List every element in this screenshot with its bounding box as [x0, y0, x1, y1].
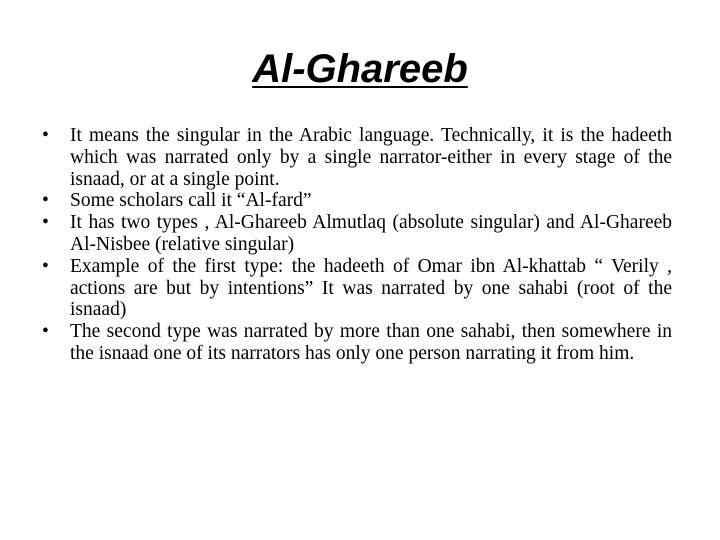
bullet-item: [42, 212, 672, 256]
bullet-icon: •: [42, 125, 49, 146]
bullet-text: It has two types , Al-Ghareeb Almutlaq (absolute singular) and Al-Ghareeb Al-Nisbee (relative singular): [70, 212, 672, 255]
bullet-icon: •: [42, 255, 49, 277]
bullet-text: The second type was narrated by more than one sahabi, then somewhere in the isnaad one of its narrators has only one person narrating it from him.: [70, 321, 672, 364]
bullet-item: [42, 125, 672, 190]
slide-title: [0, 40, 720, 98]
bullet-text: It means the singular in the Arabic language. Technically, it is the hadeeth which was narrated only by a single narrator-either in every stage of the isnaad, or at a single point.: [70, 125, 672, 190]
bullet-icon: •: [42, 212, 49, 234]
bullet-item: [42, 256, 672, 321]
bullet-list: [42, 125, 672, 365]
bullet-item: [42, 190, 672, 212]
bullet-text: Some scholars call it “Al-fard”: [70, 190, 312, 212]
slide-title-text: Al-Ghareeb: [252, 47, 468, 91]
bullet-icon: •: [42, 190, 49, 212]
bullet-icon: •: [42, 321, 49, 343]
bullet-item: [42, 321, 672, 365]
bullet-text: Example of the first type: the hadeeth of Omar ibn Al-khattab “ Verily , actions are but by intentions” It was narrated by one sahabi (root of the isnaad): [70, 255, 672, 321]
